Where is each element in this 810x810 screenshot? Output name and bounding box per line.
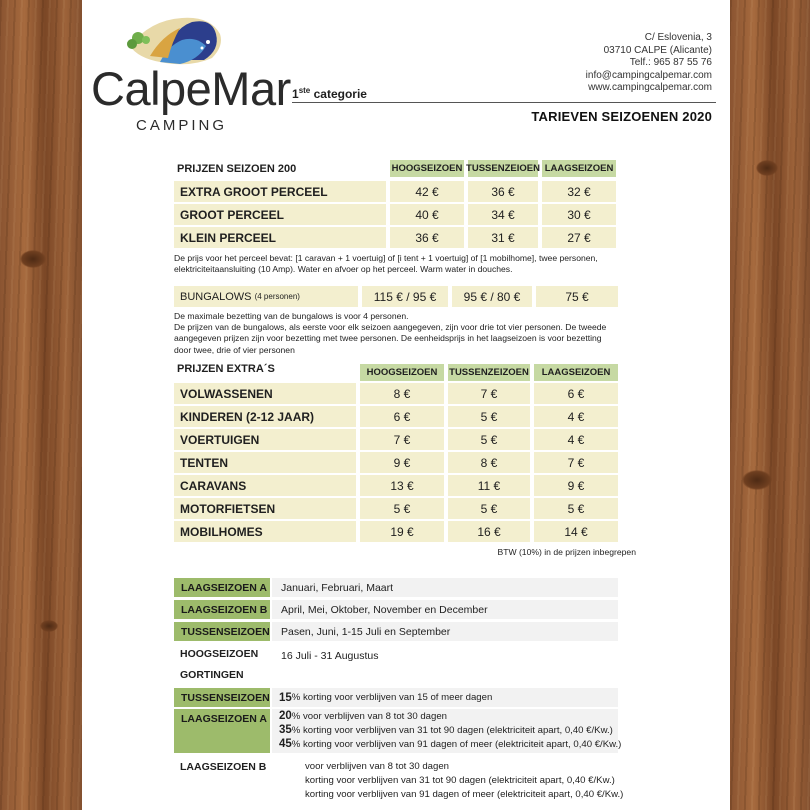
discount-line: [272, 688, 618, 707]
season-label-hoogseizoen: HOOGSEIZOEN: [180, 648, 259, 660]
extras-row-value: 9 €: [534, 475, 618, 496]
season-row-value: 27 €: [542, 227, 616, 248]
season-row-value: 32 €: [542, 181, 616, 202]
season-row-value: 30 €: [542, 204, 616, 225]
bungalows-price-tussen: 95 € / 80 €: [452, 286, 532, 307]
extras-row-value: 14 €: [534, 521, 618, 542]
address-email[interactable]: info@campingcalpemar.com: [585, 69, 712, 81]
discount-pct-sign: %: [291, 692, 301, 703]
extras-row-value: 19 €: [360, 521, 444, 542]
bungalows-note: De maximale bezetting van de bungalows is voor 4 personen. De prijzen van de bungalows, als eerste voor elk seizoen aangegeven, zijn voor drie tot vier personen. De tweede aangegeven prijzen zijn voor bezetting met twee personen. De eenheidsprijs in het laagseizoen is voor bezetting door twee, drie of vier personen: [174, 311, 607, 355]
extras-row-value: 5 €: [448, 406, 530, 427]
extras-row-value: 5 €: [534, 498, 618, 519]
bungalows-price-hoog: 115 € / 95 €: [362, 286, 448, 307]
bungalows-capacity: (4 personen): [254, 292, 300, 301]
extras-row-value: 7 €: [534, 452, 618, 473]
extras-row-value: 6 €: [534, 383, 618, 404]
btw-note: BTW (10%) in de prijzen inbegrepen: [497, 547, 636, 557]
discount-text: korting voor verblijven van 15 of meer dagen: [303, 692, 493, 703]
season-row-value: 42 €: [390, 181, 464, 202]
discount-pct-sign: %: [291, 711, 301, 722]
extras-col-tussenseizoen: TUSSENZEIZOEN: [448, 364, 530, 381]
wood-background-right: [730, 0, 810, 810]
discount-text: voor verblijven van 8 tot 30 dagen: [303, 711, 447, 722]
category-text: categorie: [313, 87, 367, 101]
bungalows-price-laag: 75 €: [536, 286, 618, 307]
season-col-tussenseizoen: TUSSENZEIOEN: [468, 160, 538, 177]
extras-row-value: 16 €: [448, 521, 530, 542]
season-prices-title: PRIJZEN SEIZOEN 200: [177, 163, 297, 175]
discount-pct: 15: [279, 691, 292, 704]
season-row-label: EXTRA GROOT PERCEEL: [174, 181, 386, 202]
season-dates-hoogseizoen: 16 Juli - 31 Augustus: [281, 650, 379, 662]
discount-label-tussenseizoen: TUSSENSEIZOEN: [174, 688, 270, 707]
discount-pct-sign: %: [291, 739, 301, 750]
season-dates-laagseizoen-a: Januari, Februari, Maart: [272, 578, 618, 597]
category-suffix: ste: [298, 86, 311, 95]
season-dates-laagseizoen-b: April, Mei, Oktober, November en December: [272, 600, 618, 619]
extras-row-value: 5 €: [360, 498, 444, 519]
bungalows-title: BUNGALOWS: [180, 290, 252, 303]
extras-row-value: 7 €: [360, 429, 444, 450]
discount-line: [279, 724, 613, 738]
extras-row-label: MOBILHOMES: [174, 521, 356, 542]
season-label-tussenseizoen: TUSSENSEIZOEN: [174, 622, 270, 641]
extras-row-value: 5 €: [448, 498, 530, 519]
extras-row-value: 7 €: [448, 383, 530, 404]
discount-pct: 45: [279, 738, 292, 750]
wood-background-left: [0, 0, 82, 810]
extras-title: PRIJZEN EXTRA´S: [177, 363, 275, 375]
season-label-laagseizoen-a: LAAGSEIZOEN A: [174, 578, 270, 597]
rate-sheet: [82, 0, 730, 810]
season-row-value: 31 €: [468, 227, 538, 248]
extras-row-label: CARAVANS: [174, 475, 356, 496]
season-col-hoogseizoen: HOOGSEIZOEN: [390, 160, 464, 177]
season-row-value: 36 €: [468, 181, 538, 202]
extras-col-laagseizoen: LAAGSEIZOEN: [534, 364, 618, 381]
discount-text: korting voor verblijven van 91 dagen of meer (elektriciteit apart, 0,40 €/Kw.): [303, 739, 622, 750]
season-label-laagseizoen-b: LAAGSEIZOEN B: [174, 600, 270, 619]
season-dates-tussenseizoen: Pasen, Juni, 1-15 Juli en September: [272, 622, 618, 641]
discount-line: [279, 738, 621, 752]
address-phone: Telf.: 965 87 55 76: [629, 57, 712, 69]
document-title: TARIEVEN SEIZOENEN 2020: [531, 109, 712, 124]
discount-label-laagseizoen-a: LAAGSEIZOEN A: [174, 709, 270, 753]
season-row-value: 34 €: [468, 204, 538, 225]
brand-name: CalpeMar: [91, 62, 291, 115]
extras-row-value: 4 €: [534, 406, 618, 427]
discount-line: voor verblijven van 8 tot 30 dagen: [305, 761, 449, 772]
extras-row-value: 6 €: [360, 406, 444, 427]
address-block: [586, 32, 712, 95]
season-row-value: 36 €: [390, 227, 464, 248]
season-col-laagseizoen: LAAGSEIZOEN: [542, 160, 616, 177]
discount-pct-sign: %: [291, 725, 301, 736]
discount-line: korting voor verblijven van 91 dagen of meer (elektriciteit apart, 0,40 €/Kw.): [305, 789, 624, 800]
extras-row-label: TENTEN: [174, 452, 356, 473]
address-city: 03710 CALPE (Alicante): [603, 44, 712, 56]
extras-row-label: VOERTUIGEN: [174, 429, 356, 450]
extras-row-value: 8 €: [448, 452, 530, 473]
season-row-label: GROOT PERCEEL: [174, 204, 386, 225]
discount-pct: 35: [279, 724, 292, 736]
extras-row-label: MOTORFIETSEN: [174, 498, 356, 519]
extras-row-value: 4 €: [534, 429, 618, 450]
discount-pct: 20: [279, 710, 292, 722]
bungalows-label: [174, 286, 358, 307]
extras-row-value: 13 €: [360, 475, 444, 496]
category-label: [292, 86, 367, 101]
discount-line: korting voor verblijven van 31 tot 90 dagen (elektriciteit apart, 0,40 €/Kw.): [305, 775, 615, 786]
brand-subtitle: CAMPING: [136, 117, 228, 134]
extras-row-label: KINDEREN (2-12 JAAR): [174, 406, 356, 427]
season-row-label: KLEIN PERCEEL: [174, 227, 386, 248]
extras-row-value: 9 €: [360, 452, 444, 473]
discount-line: [279, 710, 447, 724]
discount-label-laagseizoen-b: LAAGSEIZOEN B: [180, 761, 267, 773]
extras-row-label: VOLWASSENEN: [174, 383, 356, 404]
address-street: C/ Eslovenia, 3: [644, 32, 712, 43]
discounts-title: GORTINGEN: [180, 669, 244, 681]
season-row-value: 40 €: [390, 204, 464, 225]
extras-row-value: 5 €: [448, 429, 530, 450]
extras-row-value: 11 €: [448, 475, 530, 496]
extras-col-hoogseizoen: HOOGSEIZOEN: [360, 364, 444, 381]
header-divider: [292, 102, 716, 103]
discount-text: korting voor verblijven van 31 tot 90 dagen (elektriciteit apart, 0,40 €/Kw.): [303, 725, 613, 736]
category-number: 1: [292, 87, 299, 101]
season-prices-note: De prijs voor het perceel bevat: [1 caravan + 1 voertuig] of [i tent + 1 voertuig] of [1 mobilhome], twee personen, elektriciteitaansluiting (10 Amp). Water en afvoer op het perceel. Warm water in douches.: [174, 253, 598, 275]
extras-row-value: 8 €: [360, 383, 444, 404]
address-website[interactable]: www.campingcalpemar.com: [588, 82, 712, 94]
